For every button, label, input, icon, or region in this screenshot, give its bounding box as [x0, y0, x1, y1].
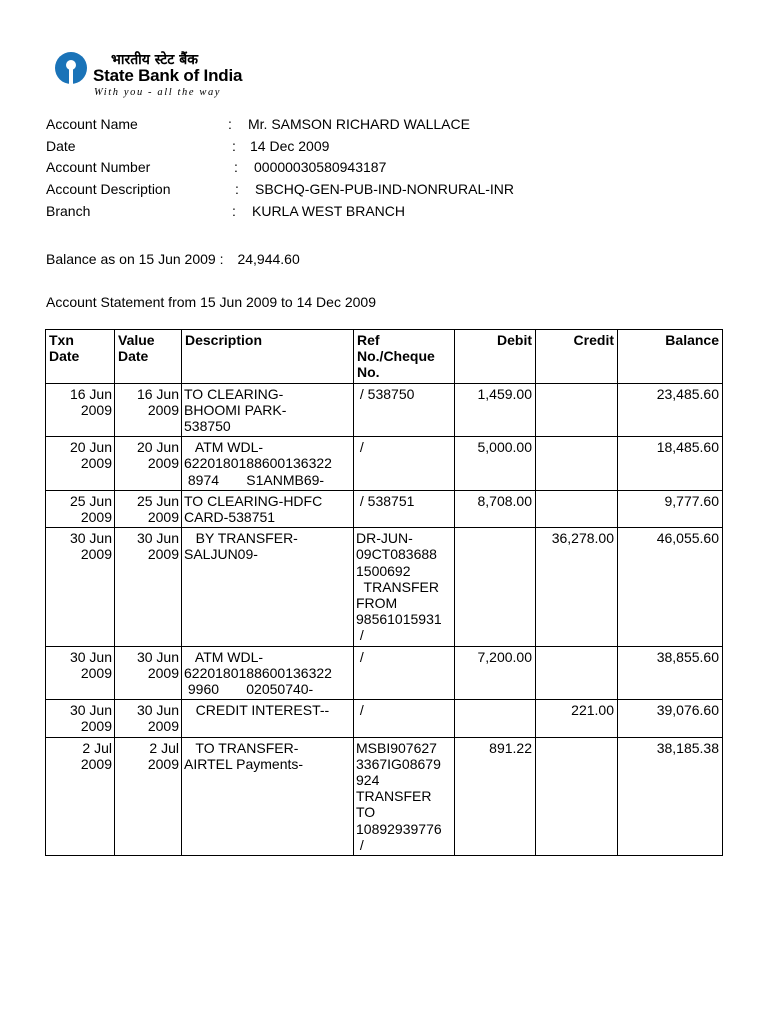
cell-text: 3367IG08679: [356, 755, 441, 772]
header-text: No./Cheque: [357, 348, 435, 365]
table-body: [46, 383, 723, 855]
value-date-cell: [115, 700, 182, 737]
header-text: Description: [185, 332, 263, 348]
info-label: Branch: [46, 202, 91, 219]
cell-text: 538750: [184, 418, 231, 435]
transactions-table: [45, 329, 723, 856]
statement-period: Account Statement from 15 Jun 2009 to 14 Dec 2009: [46, 294, 376, 310]
info-label: Account Name: [46, 116, 138, 132]
ref-cell: [354, 646, 455, 700]
info-value-date: 14 Dec 2009: [250, 137, 330, 154]
cell-text: TO TRANSFER-: [184, 739, 299, 756]
table-row: [46, 490, 723, 527]
cell-text: 30 Jun: [69, 530, 112, 547]
header-text: Txn: [49, 332, 74, 348]
opening-balance-value: 24,944.60: [237, 251, 300, 267]
cell-text: 30 Jun: [136, 702, 179, 719]
cell-text: DR-JUN-: [356, 530, 413, 547]
cell-text: ATM WDL-: [184, 439, 264, 456]
cell-text: TO CLEARING-HDFC: [184, 492, 323, 509]
balance-cell: 18,485.60: [618, 437, 723, 491]
cell-text: 8974 S1ANMB69-: [184, 471, 325, 488]
cell-text: 622018018860013632​2: [184, 455, 332, 472]
header-value-date: [115, 330, 182, 384]
cell-text: 25 Jun: [69, 492, 112, 509]
table-row: [46, 737, 723, 855]
credit-cell: [536, 437, 618, 491]
balance-cell: 9,777.60: [618, 490, 723, 527]
cell-text: 2009: [147, 455, 179, 472]
cell-text: 10892939776: [356, 820, 442, 837]
balance-cell: 39,076.60: [618, 700, 723, 737]
header-text: Debit: [497, 332, 532, 348]
header-text: Date: [118, 348, 149, 365]
header-balance: [618, 330, 723, 384]
txn-date-cell: [46, 528, 115, 646]
cell-text: / 538750: [356, 385, 415, 402]
info-value-account-name: Mr. SAMSON RICHARD WALLACE: [248, 116, 470, 132]
debit-cell: [455, 700, 536, 737]
cell-text: TRANSFER: [356, 788, 432, 805]
cell-text: 2009: [147, 664, 179, 681]
cell-text: MSBI907627: [356, 739, 437, 756]
cell-text: 2009: [80, 401, 112, 418]
cell-text: 924: [356, 772, 380, 789]
info-colon: :: [232, 202, 236, 219]
info-colon: :: [228, 116, 232, 132]
cell-text: /: [356, 627, 364, 644]
cell-text: /: [356, 648, 364, 665]
cell-text: CREDIT INTEREST--: [184, 702, 330, 719]
txn-date-cell: [46, 383, 115, 437]
cell-text: 2 Jul: [82, 739, 112, 756]
balance-cell: 38,185.38: [618, 737, 723, 855]
credit-cell: 36,278.00: [536, 528, 618, 646]
ref-cell: [354, 490, 455, 527]
credit-cell: [536, 490, 618, 527]
header-credit: [536, 330, 618, 384]
cell-text: 622018018860013632​2: [184, 664, 332, 681]
txn-date-cell: [46, 437, 115, 491]
info-colon: :: [235, 181, 239, 198]
cell-text: 2009: [147, 546, 179, 563]
cell-text: 2009: [147, 401, 179, 418]
cell-text: BY TRANSFER-: [184, 530, 298, 547]
description-cell: [182, 646, 354, 700]
debit-cell: 8,708.00: [455, 490, 536, 527]
cell-text: 98561015931: [356, 611, 442, 628]
description-cell: [182, 437, 354, 491]
cell-text: 20 Jun: [136, 439, 179, 456]
cell-text: TRANSFER: [356, 578, 439, 595]
cell-text: TO CLEARING-: [184, 385, 284, 402]
cell-text: 2009: [147, 755, 179, 772]
txn-date-cell: [46, 646, 115, 700]
table-row: [46, 528, 723, 646]
header-debit: [455, 330, 536, 384]
debit-cell: 1,459.00: [455, 383, 536, 437]
ref-cell: [354, 737, 455, 855]
description-cell: [182, 700, 354, 737]
txn-date-cell: [46, 737, 115, 855]
cell-text: 16 Jun: [136, 385, 179, 402]
info-colon: :: [234, 159, 238, 176]
description-cell: [182, 383, 354, 437]
balance-cell: 46,055.60: [618, 528, 723, 646]
debit-cell: 5,000.00: [455, 437, 536, 491]
table-row: [46, 700, 723, 737]
header-text: Balance: [665, 332, 719, 348]
value-date-cell: [115, 528, 182, 646]
opening-balance: [46, 251, 300, 267]
balance-cell: 23,485.60: [618, 383, 723, 437]
cell-text: 2009: [147, 718, 179, 735]
value-date-cell: [115, 490, 182, 527]
cell-text: 30 Jun: [69, 702, 112, 719]
cell-text: 2009: [147, 509, 179, 526]
table-row: [46, 437, 723, 491]
cell-text: 30 Jun: [69, 648, 112, 665]
cell-text: 30 Jun: [136, 530, 179, 547]
header-text: Ref: [357, 332, 380, 348]
cell-text: 1500692: [356, 562, 411, 579]
cell-text: 09CT083688: [356, 546, 437, 563]
cell-text: TO: [356, 804, 376, 821]
cell-text: FROM: [356, 595, 398, 612]
logo-bank-name: State Bank of India: [93, 66, 243, 85]
header-text: Credit: [573, 332, 614, 348]
info-value-account-number: 00000030580943187: [254, 159, 387, 176]
cell-text: SALJUN09-: [184, 546, 258, 563]
info-value-account-description: SBCHQ-GEN-PUB-IND-NONRURAL-INR: [255, 181, 515, 198]
opening-balance-label: Balance as on 15 Jun 2009 :: [46, 251, 224, 267]
sbi-keyhole-icon: [55, 52, 87, 84]
cell-text: /: [356, 836, 364, 853]
info-label: Account Description: [46, 181, 171, 198]
ref-cell: [354, 437, 455, 491]
cell-text: CARD-538751: [184, 509, 276, 526]
ref-cell: [354, 383, 455, 437]
table-row: [46, 383, 723, 437]
cell-text: 2009: [80, 718, 112, 735]
cell-text: 2009: [80, 509, 112, 526]
cell-text: 2 Jul: [149, 739, 179, 756]
logo-hindi-name: भारतीय स्टेट बैंक: [111, 52, 198, 68]
header-text: Date: [49, 348, 80, 365]
header-text: No.: [357, 364, 380, 381]
description-cell: [182, 490, 354, 527]
balance-cell: 38,855.60: [618, 646, 723, 700]
cell-text: / 538751: [356, 492, 415, 509]
credit-cell: [536, 646, 618, 700]
header-text: Value: [118, 332, 155, 348]
logo-tagline: With you - all the way: [94, 87, 222, 98]
cell-text: 25 Jun: [136, 492, 179, 509]
cell-text: /: [356, 702, 364, 719]
debit-cell: 891.22: [455, 737, 536, 855]
debit-cell: 7,200.00: [455, 646, 536, 700]
description-cell: [182, 528, 354, 646]
table-header-row: [46, 330, 723, 384]
cell-text: ATM WDL-: [184, 648, 264, 665]
debit-cell: [455, 528, 536, 646]
cell-text: 2009: [80, 664, 112, 681]
info-label: Date: [46, 137, 76, 154]
txn-date-cell: [46, 700, 115, 737]
cell-text: 2009: [80, 546, 112, 563]
txn-date-cell: [46, 490, 115, 527]
cell-text: 30 Jun: [136, 648, 179, 665]
header-ref-no: [354, 330, 455, 384]
cell-text: AIRTEL Payments-: [184, 755, 304, 772]
info-colon: :: [232, 137, 236, 154]
cell-text: 16 Jun: [69, 385, 112, 402]
value-date-cell: [115, 646, 182, 700]
info-label: Account Number: [46, 159, 151, 176]
value-date-cell: [115, 437, 182, 491]
cell-text: 2009: [80, 755, 112, 772]
sbi-logo: [55, 50, 255, 102]
value-date-cell: [115, 737, 182, 855]
credit-cell: [536, 383, 618, 437]
info-value-branch: KURLA WEST BRANCH: [252, 202, 405, 219]
header-txn-date: [46, 330, 115, 384]
cell-text: 20 Jun: [69, 439, 112, 456]
ref-cell: [354, 700, 455, 737]
credit-cell: 221.00: [536, 700, 618, 737]
description-cell: [182, 737, 354, 855]
cell-text: 9960 02050740-: [184, 681, 314, 698]
ref-cell: [354, 528, 455, 646]
header-description: [182, 330, 354, 384]
table-row: [46, 646, 723, 700]
cell-text: 2009: [80, 455, 112, 472]
cell-text: BHOOMI PARK-: [184, 401, 287, 418]
value-date-cell: [115, 383, 182, 437]
credit-cell: [536, 737, 618, 855]
cell-text: /: [356, 439, 364, 456]
